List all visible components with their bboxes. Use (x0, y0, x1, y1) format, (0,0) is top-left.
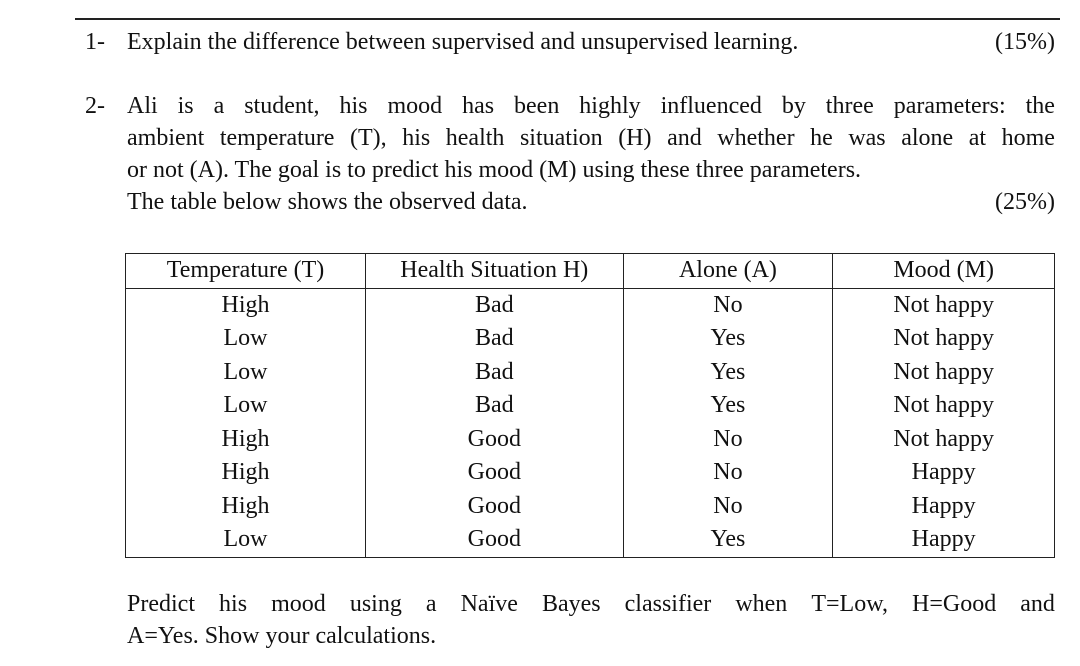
question-1-text: Explain the difference between supervised and unsupervised learning. (127, 29, 799, 55)
prediction-line-1-word: H=Good (912, 591, 997, 617)
question-2-line-1-word: highly (579, 93, 641, 119)
table-row (126, 322, 1055, 356)
question-1-number: 1- (85, 29, 105, 55)
question-2-line-1 (127, 90, 1055, 122)
question-2-line-2-word: alone (901, 125, 954, 151)
temperature-cell: Low (126, 356, 366, 390)
health-cell: Bad (366, 322, 624, 356)
temperature-cell: Low (126, 523, 366, 557)
question-2-line-1-word: been (514, 93, 560, 119)
question-2-line-2-word: health (445, 125, 505, 151)
question-2-percent: (25%) (995, 189, 1055, 215)
mood-cell: Not happy (833, 389, 1055, 423)
header-temperature: Temperature (T) (126, 254, 366, 289)
question-2-line-1-word: mood (387, 93, 443, 119)
prediction-line-1-word: classifier (624, 591, 712, 617)
question-2-line-2-word: home (1001, 125, 1055, 151)
prediction-line-1-word: Naïve (460, 591, 518, 617)
alone-cell: Yes (623, 356, 833, 390)
temperature-cell: Low (126, 322, 366, 356)
question-2-line-2-word: he (810, 125, 833, 151)
table-row (126, 423, 1055, 457)
question-2-line-1-word: his (339, 93, 368, 119)
health-cell: Good (366, 523, 624, 557)
table-row (126, 356, 1055, 390)
health-cell: Bad (366, 389, 624, 423)
prediction-line-1-word: Bayes (541, 591, 601, 617)
mood-cell: Not happy (833, 423, 1055, 457)
question-2-body (127, 90, 1055, 218)
alone-cell: Yes (623, 322, 833, 356)
table-body (126, 288, 1055, 557)
question-2-line-1-word: the (1025, 93, 1055, 119)
question-2-line-2-word: his (402, 125, 431, 151)
table-row (126, 389, 1055, 423)
temperature-cell: High (126, 423, 366, 457)
alone-cell: No (623, 456, 833, 490)
temperature-cell: Low (126, 389, 366, 423)
prediction-line-1-word: a (425, 591, 437, 617)
top-rule (75, 18, 1060, 20)
alone-cell: Yes (623, 523, 833, 557)
table-row (126, 288, 1055, 322)
question-2-line-1-word: is (177, 93, 194, 119)
table-header-row (126, 254, 1055, 289)
prediction-line-1-word: Predict (127, 591, 195, 617)
temperature-cell: High (126, 288, 366, 322)
question-2-line-3: or not (A). The goal is to predict his mood (M) using these three parameters. (127, 157, 862, 183)
health-cell: Good (366, 423, 624, 457)
prediction-line-1-word: his (219, 591, 248, 617)
question-2-line-1-word: parameters: (893, 93, 1006, 119)
prediction-line-1-word: and (1020, 591, 1055, 617)
health-cell: Good (366, 490, 624, 524)
question-2-line-2-word: whether (717, 125, 795, 151)
health-cell: Bad (366, 356, 624, 390)
prediction-line-2: A=Yes. Show your calculations. (127, 623, 437, 649)
prediction-line-1-word: mood (271, 591, 326, 617)
prediction-line-1-word: when (735, 591, 788, 617)
question-2-table-intro: The table below shows the observed data. (127, 189, 528, 215)
question-2-line-1-word: student, (244, 93, 320, 119)
question-2-line-2-word: (H) (618, 125, 652, 151)
question-2-line-1-word: influenced (660, 93, 762, 119)
prediction-line-1-word: T=Low, (811, 591, 888, 617)
question-2-line-2-word: and (667, 125, 702, 151)
question-2-line-2-word: was (848, 125, 886, 151)
prediction-line-1-word: using (349, 591, 402, 617)
mood-cell: Not happy (833, 322, 1055, 356)
alone-cell: No (623, 288, 833, 322)
question-2-line-1-word: has (462, 93, 495, 119)
question-2-line-1-word: three (825, 93, 874, 119)
table-row (126, 490, 1055, 524)
mood-cell: Happy (833, 490, 1055, 524)
question-2-line-2-word: (T), (350, 125, 387, 151)
question-2-line-1-word: by (781, 93, 806, 119)
temperature-cell: High (126, 490, 366, 524)
question-2-line-2-word: at (968, 125, 987, 151)
alone-cell: Yes (623, 389, 833, 423)
table-row (126, 456, 1055, 490)
health-cell: Bad (366, 288, 624, 322)
question-2-line-1-word: Ali (127, 93, 158, 119)
table-row (126, 523, 1055, 557)
question-2-number: 2- (85, 93, 105, 119)
observed-data-table (125, 253, 1055, 558)
question-2-line-2-word: situation (519, 125, 603, 151)
question-2-line-2-word: ambient (127, 125, 205, 151)
header-health: Health Situation H) (366, 254, 624, 289)
question-1-percent: (15%) (995, 29, 1055, 55)
prediction-task (127, 588, 1055, 652)
question-2-line-2-word: temperature (219, 125, 335, 151)
alone-cell: No (623, 490, 833, 524)
header-mood: Mood (M) (833, 254, 1055, 289)
alone-cell: No (623, 423, 833, 457)
mood-cell: Not happy (833, 288, 1055, 322)
mood-cell: Not happy (833, 356, 1055, 390)
health-cell: Good (366, 456, 624, 490)
temperature-cell: High (126, 456, 366, 490)
question-2-line-2 (127, 122, 1055, 154)
mood-cell: Happy (833, 523, 1055, 557)
header-alone: Alone (A) (623, 254, 833, 289)
question-2-line-1-word: a (213, 93, 225, 119)
prediction-line-1 (127, 588, 1055, 620)
question-2-line-4 (127, 186, 1055, 218)
mood-cell: Happy (833, 456, 1055, 490)
